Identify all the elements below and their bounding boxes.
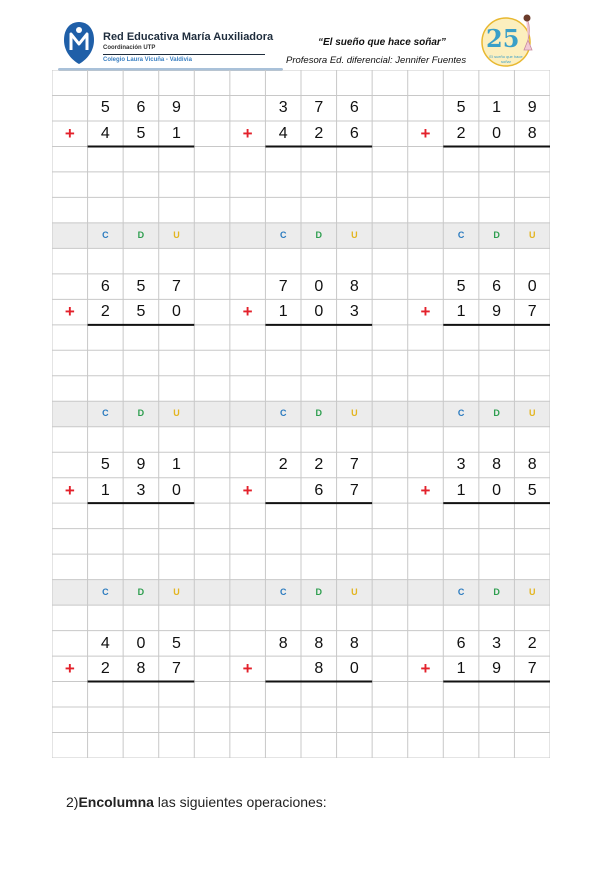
place-value-label: D	[315, 586, 323, 597]
addition-worksheet-grid	[52, 70, 550, 758]
addend-top-digit: 1	[172, 456, 181, 474]
addend-top-digit: 5	[136, 277, 146, 295]
place-value-label: C	[102, 586, 109, 597]
plus-sign: +	[64, 480, 75, 500]
addend-bottom-digit: 7	[172, 660, 181, 678]
plus-sign: +	[242, 302, 253, 322]
addend-bottom-digit: 9	[492, 303, 502, 321]
plus-sign: +	[242, 659, 253, 679]
instruction-rest: las siguientes operaciones:	[153, 794, 327, 810]
plus-sign: +	[420, 302, 431, 322]
addend-top-digit: 2	[278, 456, 288, 474]
place-value-label: C	[102, 229, 109, 240]
place-value-label: D	[493, 408, 500, 419]
addend-bottom-digit: 5	[527, 481, 537, 499]
plus-sign: +	[420, 480, 431, 500]
addend-bottom-digit: 1	[100, 481, 110, 499]
addend-top-digit: 8	[314, 634, 324, 652]
addend-top-digit: 3	[278, 99, 288, 117]
addend-top-digit: 1	[492, 99, 502, 117]
plus-sign: +	[64, 302, 75, 322]
plus-sign: +	[420, 659, 431, 679]
place-value-label: C	[457, 229, 465, 240]
place-value-label: C	[279, 229, 287, 240]
addend-top-digit: 5	[100, 456, 110, 474]
addend-top-digit: 3	[456, 456, 466, 474]
addend-bottom-digit: 7	[349, 481, 359, 499]
addend-bottom-digit: 2	[100, 660, 110, 678]
anniversary-number: 25	[486, 24, 520, 53]
place-value-label: C	[102, 408, 109, 419]
place-value-label: D	[315, 408, 323, 419]
addend-bottom-digit: 5	[136, 124, 146, 142]
addend-top-digit: 7	[172, 277, 181, 295]
addend-bottom-digit: 7	[527, 303, 537, 321]
instruction-number: 2)	[66, 794, 79, 810]
instruction-bold-word: Encolumna	[78, 794, 154, 810]
place-value-label: D	[137, 586, 145, 597]
addend-bottom-digit: 6	[349, 124, 359, 142]
addend-top-digit: 2	[527, 634, 537, 652]
place-value-label: U	[528, 408, 536, 419]
place-value-label: D	[493, 229, 500, 240]
addend-bottom-digit: 1	[456, 660, 466, 678]
addend-top-digit: 5	[456, 277, 466, 295]
place-value-label: U	[351, 229, 358, 240]
addend-bottom-digit: 4	[100, 124, 110, 142]
addend-bottom-digit: 6	[314, 481, 324, 499]
addend-bottom-digit: 8	[527, 124, 537, 142]
anniversary-badge	[478, 10, 540, 72]
place-value-label: C	[457, 408, 465, 419]
plus-sign: +	[242, 480, 253, 500]
school-logo-icon	[62, 20, 96, 66]
addend-top-digit: 6	[349, 99, 359, 117]
addend-top-digit: 5	[100, 99, 110, 117]
addend-bottom-digit	[265, 656, 301, 681]
addend-top-digit: 5	[172, 634, 181, 652]
addend-bottom-digit: 4	[278, 124, 288, 142]
addend-top-digit: 8	[527, 456, 537, 474]
place-value-label: U	[173, 229, 180, 240]
addend-top-digit: 8	[278, 634, 288, 652]
addend-bottom-digit: 2	[314, 124, 324, 142]
place-value-label: U	[351, 408, 358, 419]
addend-top-digit: 0	[136, 634, 146, 652]
addend-top-digit: 6	[100, 277, 110, 295]
addend-bottom-digit: 0	[349, 660, 359, 678]
instruction-text	[66, 794, 327, 810]
addend-bottom-digit	[265, 478, 301, 503]
addend-bottom-digit: 8	[136, 660, 146, 678]
place-value-label: C	[457, 586, 465, 597]
plus-sign: +	[420, 123, 431, 143]
addend-bottom-digit: 9	[492, 660, 502, 678]
addend-bottom-digit: 0	[314, 303, 324, 321]
addend-top-digit: 8	[492, 456, 502, 474]
org-name: Red Educativa María Auxiliadora	[103, 31, 274, 43]
place-value-label: D	[315, 229, 323, 240]
place-value-label: U	[173, 408, 180, 419]
addend-top-digit: 8	[349, 277, 359, 295]
motto: “El sueño que hace soñar”	[318, 37, 446, 48]
addend-top-digit: 8	[349, 634, 359, 652]
addend-top-digit: 0	[314, 277, 324, 295]
place-value-label: U	[528, 229, 536, 240]
addend-top-digit: 9	[172, 99, 181, 117]
addend-top-digit: 7	[314, 99, 324, 117]
place-value-label: U	[528, 586, 536, 597]
addend-bottom-digit: 2	[456, 124, 466, 142]
addend-top-digit: 2	[314, 456, 324, 474]
addend-top-digit: 3	[492, 634, 502, 652]
addend-bottom-digit: 2	[100, 303, 110, 321]
addend-top-digit: 5	[456, 99, 466, 117]
school-name: Colegio Laura Vicuña - Valdivia	[103, 57, 192, 63]
addend-bottom-digit: 5	[136, 303, 146, 321]
place-value-label: U	[173, 586, 180, 597]
org-divider	[103, 54, 265, 55]
addend-top-digit: 6	[456, 634, 466, 652]
addend-bottom-digit: 0	[172, 481, 181, 499]
place-value-label: D	[137, 229, 145, 240]
addend-bottom-digit: 0	[492, 481, 502, 499]
addend-top-digit: 4	[100, 634, 110, 652]
addend-bottom-digit: 1	[172, 124, 181, 142]
addend-top-digit: 0	[527, 277, 537, 295]
place-value-label: C	[279, 408, 287, 419]
addend-top-digit: 6	[136, 99, 146, 117]
addend-bottom-digit: 0	[172, 303, 181, 321]
plus-sign: +	[242, 123, 253, 143]
place-value-label: D	[493, 586, 500, 597]
addend-bottom-digit: 1	[456, 481, 466, 499]
plus-sign: +	[64, 659, 75, 679]
addend-bottom-digit: 7	[527, 660, 537, 678]
org-unit: Coordinación UTP	[103, 45, 156, 51]
addend-top-digit: 6	[492, 277, 502, 295]
addend-bottom-digit: 1	[278, 303, 288, 321]
plus-sign: +	[64, 123, 75, 143]
addend-top-digit: 9	[136, 456, 146, 474]
teacher-name: Profesora Ed. diferencial: Jennifer Fuentes	[286, 55, 467, 66]
addend-top-digit: 9	[527, 99, 537, 117]
anniversary-caption: El sueño que hace soñar	[489, 54, 523, 64]
place-value-label: U	[351, 586, 358, 597]
addend-bottom-digit: 1	[456, 303, 466, 321]
addend-bottom-digit: 8	[314, 660, 324, 678]
page-header	[0, 0, 600, 74]
addend-bottom-digit: 3	[349, 303, 359, 321]
addend-top-digit: 7	[349, 456, 359, 474]
addend-top-digit: 7	[278, 277, 288, 295]
organization-block	[103, 31, 273, 65]
addend-bottom-digit: 0	[492, 124, 502, 142]
place-value-label: C	[279, 586, 287, 597]
addend-bottom-digit: 3	[136, 481, 146, 499]
place-value-label: D	[137, 408, 145, 419]
